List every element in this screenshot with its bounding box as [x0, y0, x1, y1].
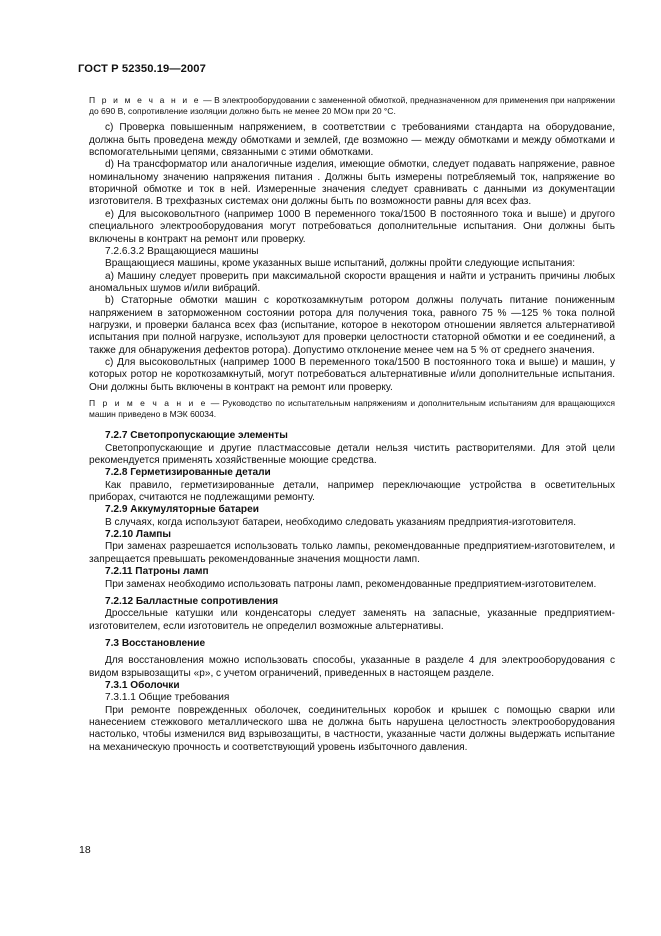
note-1 [89, 95, 615, 117]
heading-7-2-7: 7.2.7 Светопропускающие элементы [105, 430, 288, 442]
note-2-label: П р и м е ч а н и е [89, 397, 208, 408]
paragraph-7-2-12: Дроссельные катушки или конденсаторы следует заменять на запасные, указанные предприятием-изготовителем, если изготовитель не определил возможные альтернативы. [89, 608, 615, 632]
paragraph-7-2-11: При заменах необходимо использовать патроны ламп, рекомендованные предприятием-изготовителем. [105, 578, 597, 590]
note-1-label: П р и м е ч а н и е [89, 95, 201, 105]
heading-7-2-8: 7.2.8 Герметизированные детали [105, 467, 271, 479]
paragraph-e1: е) Для высоковольтного (например 1000 В переменного тока/1500 В постоянного тока и выше) и другого специального электрооборудования могут потребоваться дополнительные испытания. Они должны быть включены в контракт на ремонт или проверку. [89, 208, 615, 245]
paragraph-7-2-9: В случаях, когда используют батареи, необходимо следовать указаниям предприятия-изготовителя. [105, 516, 577, 528]
heading-7-2-12: 7.2.12 Балластные сопротивления [105, 595, 279, 607]
note-2-text: — Руководство по испытательным напряжениям и дополнительным испытаниям для вращающихся машин приведено в МЭК 60034. [89, 397, 615, 420]
page-number: 18 [79, 844, 91, 856]
heading-7-2-11: 7.2.11 Патроны ламп [105, 566, 209, 578]
document-body [89, 95, 615, 754]
paragraph-7-2-8: Как правило, герметизированные детали, например переключающие устройства в осветительных приборах, считаются не подлежащими ремонту. [89, 479, 615, 504]
document-code: ГОСТ Р 52350.19—2007 [78, 63, 206, 75]
heading-7-2-9: 7.2.9 Аккумуляторные батареи [105, 504, 259, 516]
paragraph-rotating-intro: Вращающиеся машины, кроме указанных выше испытаний, должны пройти следующие испытания: [105, 258, 576, 270]
subsection-7-2-6-3-2: 7.2.6.3.2 Вращающиеся машины [105, 245, 259, 257]
note-1-text: — В электрооборудовании с замененной обмоткой, предназначенном для применения при напряжении до 690 В, сопротивление изоляции должно быть не менее 20 МОм при 20 °С. [89, 95, 615, 117]
paragraph-7-3-1-1: При ремонте поврежденных оболочек, соединительных коробок и крышек с помощью сварки или нанесением стежкового металлического шва не должна быть нарушена целостность электрооборудования настолько, чтобы изменился вид взрывозащиты, в частности, указанные части должны выдержать испытание на механическую прочность и соответствующий уровень избыточного давления. [89, 704, 615, 753]
paragraph-d1: d) На трансформатор или аналогичные изделия, имеющие обмотки, следует подавать напряжение, равное номинальному значению напряжения питания . Должны быть измерены потребляемый ток, напряжение во вторичной обмотке и ток в ней. Измеренные значения следует сравнивать с данными из документации изготовителя. В трехфазных системах они должны быть по возможности равны для всех фаз. [89, 159, 615, 208]
paragraph-7-2-10: При заменах разрешается использовать только лампы, рекомендованные предприятием-изготовителем, и запрещается превышать рекомендованные значения мощности ламп. [89, 541, 615, 565]
paragraph-a2: а) Машину следует проверить при максимальной скорости вращения и найти и устранить причины любых аномальных шумов и/или вибраций. [89, 270, 615, 294]
paragraph-c1: с) Проверка повышенным напряжением, в соответствии с требованиями стандарта на оборудование, должна быть проведена между обмотками и землей, где возможно — между обмотками и между обмотками и вспомогательными цепями, связанными с этими обмотками. [89, 122, 615, 159]
subsection-7-3-1-1: 7.3.1.1 Общие требования [105, 692, 230, 704]
paragraph-b2: b) Статорные обмотки машин с короткозамкнутым ротором должны получать питание пониженным напряжением в заторможенном состоянии ротора для получения тока, равного 75 % —125 % тока полной нагрузки, и проверки баланса всех фаз (испытание, которое в некотором отношении является альтернативой испытания при полной нагрузке, используют для проверки целостности статорной обмотки и ее соединений, а также для обнаружения дефектов ротора). Допустимо отклонение менее чем на 5 % от среднего значения. [89, 295, 615, 356]
note-2 [89, 398, 615, 420]
paragraph-7-3: Для восстановления можно использовать способы, указанные в разделе 4 для электрооборудования с видом взрывозащиты «р», с учетом ограничений, приведенных в настоящем разделе. [89, 655, 615, 679]
heading-7-3: 7.3 Восстановление [105, 637, 206, 649]
heading-7-3-1: 7.3.1 Оболочки [105, 679, 180, 691]
paragraph-c2: с) Для высоковольтных (например 1000 В переменного тока/1500 В постоянного тока и выше) и машин, у которых ротор не короткозамкнутый, могут потребоваться альтернативные и/или дополнительные испытания. Они должны быть включены в контракт на ремонт или проверку. [89, 356, 615, 393]
paragraph-7-2-7: Светопропускающие и другие пластмассовые детали нельзя чистить растворителями. Для этой цели рекомендуется применять хозяйственные моющие средства. [89, 442, 615, 467]
heading-7-2-10: 7.2.10 Лампы [105, 529, 171, 541]
